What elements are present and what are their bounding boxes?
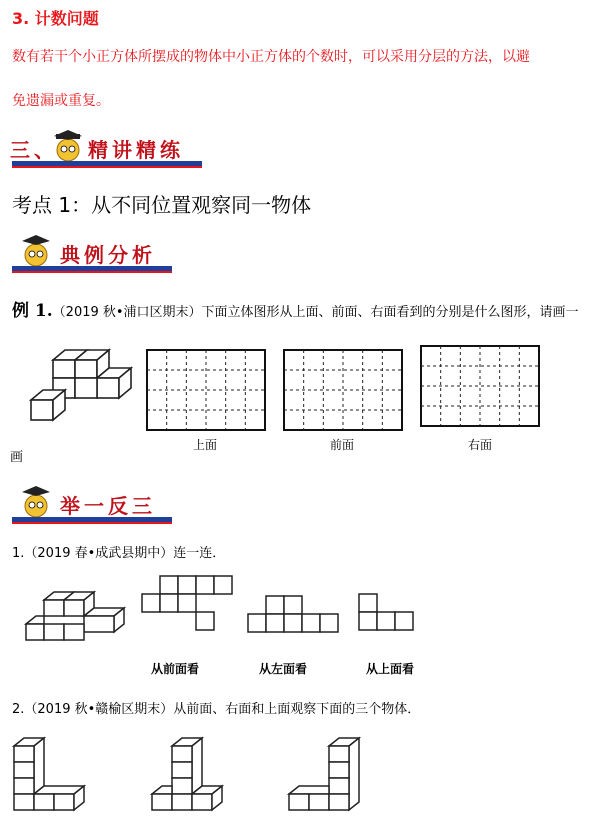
banner-practice (10, 484, 175, 524)
grid-label-front: 前面 (329, 438, 354, 452)
caption-front-view: 从前面看 (150, 662, 199, 676)
example-1-solid (25, 338, 135, 428)
question-2-text: 2.（2019 秋•赣榆区期末）从前面、右面和上面观察下面的三个物体． (12, 702, 421, 717)
question-1-view-a (140, 574, 235, 632)
section-heading: 3. 计数问题 (12, 9, 99, 28)
banner-main (10, 128, 205, 168)
banner-main-title: 精讲精练 (88, 138, 184, 162)
example-1-question: （2019 秋•浦口区期末）下面立体图形从上面、前面、右面看到的分别是什么图形，请画一 (52, 305, 579, 320)
paragraph-line-1: 数有若干个小正方体所摆成的物体中小正方体的个数时，可以采用分层的方法，以避 (12, 49, 530, 65)
caption-top-view: 从上面看 (365, 662, 414, 676)
caption-left-view: 从左面看 (258, 662, 307, 676)
grid-top-view (145, 348, 270, 436)
banner-example (10, 233, 175, 273)
question-2-solid-c (287, 732, 367, 812)
banner-example-title: 典例分析 (60, 243, 156, 267)
banner-main-prefix: 三、 (10, 138, 58, 162)
question-1-view-b (246, 594, 341, 634)
example-1-continuation: 画 (10, 450, 24, 465)
example-1-text (12, 296, 579, 321)
question-2-solid-a (12, 732, 92, 812)
question-2-solid-b (150, 732, 230, 812)
grid-label-right: 右面 (467, 438, 492, 452)
question-1-solid (24, 582, 134, 652)
topic-heading: 考点 1：从不同位置观察同一物体 (12, 193, 312, 217)
question-1-view-c (357, 592, 417, 632)
example-1-label: 例 1. (12, 301, 53, 321)
grid-front-view (282, 348, 407, 436)
banner-practice-title: 举一反三 (60, 494, 156, 518)
grid-label-top: 上面 (192, 438, 217, 452)
grid-right-view (419, 344, 544, 432)
paragraph-line-2: 免遗漏或重复。 (12, 93, 110, 109)
question-1-text: 1.（2019 春•成武县期中）连一连． (12, 546, 226, 561)
